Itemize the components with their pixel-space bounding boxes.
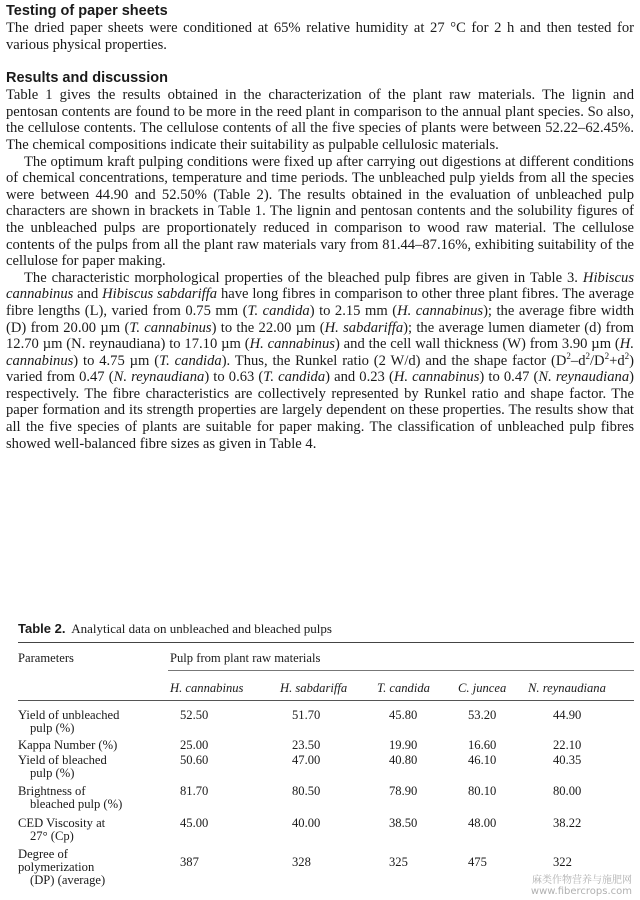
table-cell: 19.90 — [389, 738, 418, 752]
table-cell: 48.00 — [468, 816, 497, 830]
table-cell: 45.80 — [389, 708, 418, 722]
table-cell: 47.00 — [292, 753, 321, 767]
table-cell: 44.90 — [553, 708, 582, 722]
table-cell: 322 — [553, 855, 572, 869]
table-header-rule — [18, 700, 634, 701]
table-caption-text: Analytical data on unbleached and bleached pulps — [71, 621, 332, 636]
table-cell: 40.00 — [292, 816, 321, 830]
table-cell: 78.90 — [389, 784, 418, 798]
section-heading-testing: Testing of paper sheets — [6, 3, 168, 19]
column-header-species: N. reynaudiana — [528, 681, 606, 695]
column-header-species: C. juncea — [458, 681, 507, 695]
table-cell: 80.00 — [553, 784, 582, 798]
table-caption — [18, 621, 332, 637]
row-label: Degree of polymerization (DP) (average) — [18, 847, 106, 887]
column-header-species: H. sabdariffa — [280, 681, 348, 695]
table-cell: 50.60 — [180, 753, 209, 767]
table-cell: 80.50 — [292, 784, 321, 798]
table-cell: 51.70 — [292, 708, 321, 722]
table-cell: 40.80 — [389, 753, 418, 767]
table-header-parameters: Parameters — [18, 651, 74, 665]
table-cell: 40.35 — [553, 753, 582, 767]
table-cell: 38.22 — [553, 816, 582, 830]
table-cell: 45.00 — [180, 816, 209, 830]
table-cell: 46.10 — [468, 753, 497, 767]
table-cell: 387 — [180, 855, 199, 869]
row-label: CED Viscosity at 27° (Cp) — [18, 816, 106, 843]
column-header-species: H. cannabinus — [170, 681, 244, 695]
table-cell: 16.60 — [468, 738, 497, 752]
table-cell: 53.20 — [468, 708, 497, 722]
row-label: Brightness of bleached pulp (%) — [18, 784, 123, 811]
column-header-species: T. candida — [377, 681, 430, 695]
row-label: Kappa Number (%) — [18, 738, 118, 752]
watermark — [531, 875, 632, 897]
watermark-line-1: 麻类作物营养与施肥网 — [532, 875, 632, 886]
article-body — [6, 2, 634, 452]
paragraph-results-3: The characteristic morphological properties of the bleached pulp fibres are given in Table 3. Hibiscus cannabinus and Hibiscus sabdariffa have long fibres in comparison to other three plant fibres. The average fibre lengths (L), varied from 0.75 mm (T. candida) to 2.15 mm (H. cannabinus); the average fibre width (D) from 20.00 µm (T. cannabinus) to the 22.00 µm (H. sabdariffa); the average lumen diameter (d) from 12.70 µm (N. reynaudiana) to 17.10 µm (H. cannabinus) and the cell wall thickness (W) from 3.90 µm (H. cannabinus) to 4.75 µm (T. candida). Thus, the Runkel ratio (2 W/d) and the shape factor $(D^2-d^2/D^2+d^2)$ varied from 0.47 (N. reynaudiana) to 0.63 (T. candida) and 0.23 (H. cannabinus) to 0.47 (N. reynaudiana) respectively. The fibre characteristics are collectively represented by Runkel ratio and shape factor. The paper formation and its strength properties are largely dependent on these properties. The results show that all the five species of plants are suitable for paper making. The classification of unbleached pulp fibres showed well-balanced fibre sizes as given in Table 4. — [6, 269, 635, 452]
table-cell: 475 — [468, 855, 487, 869]
table-cell: 22.10 — [553, 738, 582, 752]
table-cell: 81.70 — [180, 784, 209, 798]
paragraph-results-2: The optimum kraft pulping conditions were fixed up after carrying out digestions at different conditions of chemical concentrations, temperature and time periods. The unbleached pulp yields from all the species were between 44.90 and 52.50% (Table 2). The results obtained in the evaluation of unbleached pulp characters are shown in brackets in Table 1. The lignin and pentosan contents and the solubility figures of the unbleached pulps are proportionately reduced in comparison to wood raw material. The cellulose contents of the pulps from all the plant raw materials vary from 81.44–87.16%, exhibiting suitability of the cellulose for paper making. — [6, 153, 634, 270]
table-cell: 23.50 — [292, 738, 321, 752]
table-cell: 80.10 — [468, 784, 497, 798]
paragraph-testing: The dried paper sheets were conditioned at 65% relative humidity at 27 °C for 2 h and then tested for various physical properties. — [6, 20, 634, 53]
table-header-group: Pulp from plant raw materials — [170, 651, 321, 665]
paragraph-results-1: Table 1 gives the results obtained in the characterization of the plant raw materials. The lignin and pentosan contents are found to be more in the reed plant in comparison to the annual plant species. So also, the cellulose contents. The cellulose contents of all the five species of plants were between 52.22–62.45%. The chemical compositions indicate their suitability as pulpable cellulosic materials. — [6, 87, 634, 153]
watermark-line-2: www.fibercrops.com — [530, 886, 632, 897]
row-label: Yield of bleached pulp (%) — [18, 753, 107, 780]
table-cell: 52.50 — [180, 708, 209, 722]
table-cell: 328 — [292, 855, 311, 869]
table-top-rule — [18, 642, 634, 643]
section-heading-results: Results and discussion — [6, 70, 168, 87]
table-cell: 38.50 — [389, 816, 418, 830]
table-cell: 325 — [389, 855, 408, 869]
table-group-rule — [168, 670, 634, 671]
table-cell: 25.00 — [180, 738, 209, 752]
table-label: Table 2. — [18, 621, 66, 636]
row-label: Yield of unbleached pulp (%) — [18, 708, 120, 735]
